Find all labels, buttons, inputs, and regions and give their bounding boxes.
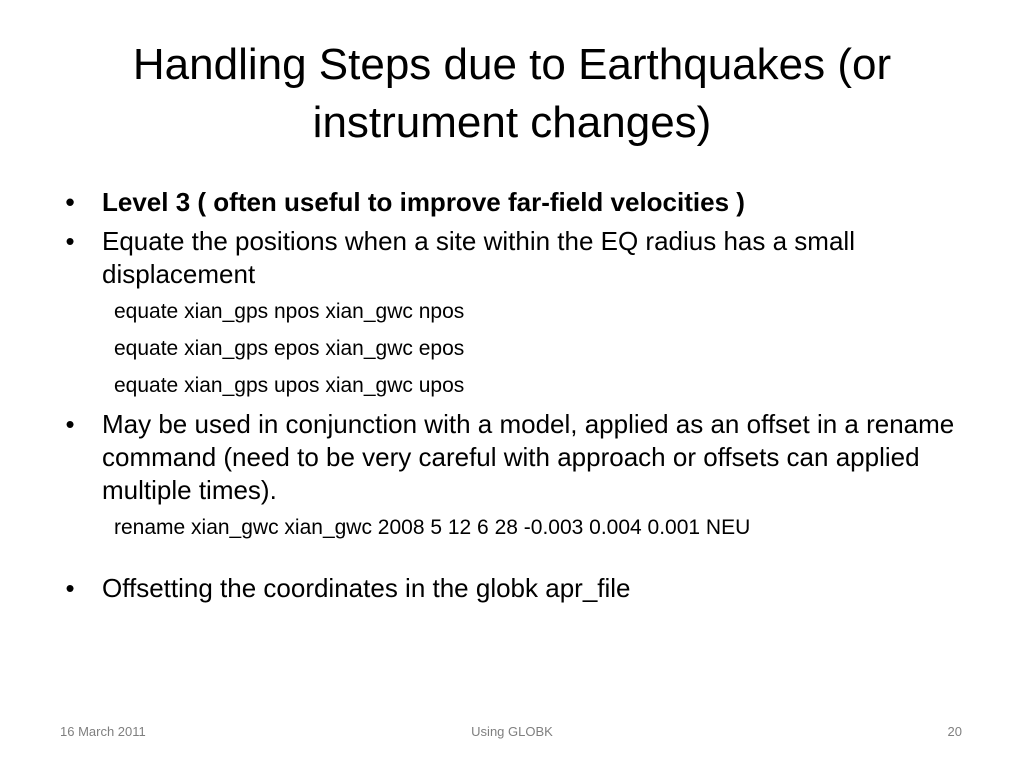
- bullet-marker: •: [65, 187, 75, 217]
- bullet-marker: •: [65, 573, 75, 603]
- code-line: rename xian_gwc xian_gwc 2008 5 12 6 28 -0.003 0.004 0.001 NEU: [114, 516, 751, 539]
- code-line: equate xian_gps epos xian_gwc epos: [114, 337, 465, 360]
- bullet-item: [60, 225, 980, 291]
- bullet-marker: •: [65, 409, 75, 439]
- bullet-text: May be used in conjunction with a model, applied as an offset in a rename command (need to be very careful with approach or offsets can applied multiple times).: [102, 409, 955, 505]
- footer-title: Using GLOBK: [471, 724, 553, 739]
- bullet-text: Offsetting the coordinates in the globk apr_file: [102, 573, 631, 603]
- slide-title: Handling Steps due to Earthquakes (or instrument changes): [132, 40, 892, 147]
- bullet-item: [60, 408, 980, 507]
- bullet-text: Level 3 ( often useful to improve far-field velocities ): [102, 187, 745, 217]
- bullet-item: [60, 186, 980, 219]
- bullet-list: [60, 180, 980, 605]
- code-line: equate xian_gps upos xian_gwc upos: [114, 374, 465, 397]
- page-number: 20: [947, 724, 962, 739]
- bullet-text: Equate the positions when a site within the EQ radius has a small displacement: [102, 226, 855, 289]
- bullet-item: [60, 572, 980, 605]
- bullet-marker: •: [65, 226, 75, 256]
- code-line: equate xian_gps npos xian_gwc npos: [114, 300, 465, 323]
- footer-date: 16 March 2011: [60, 724, 146, 739]
